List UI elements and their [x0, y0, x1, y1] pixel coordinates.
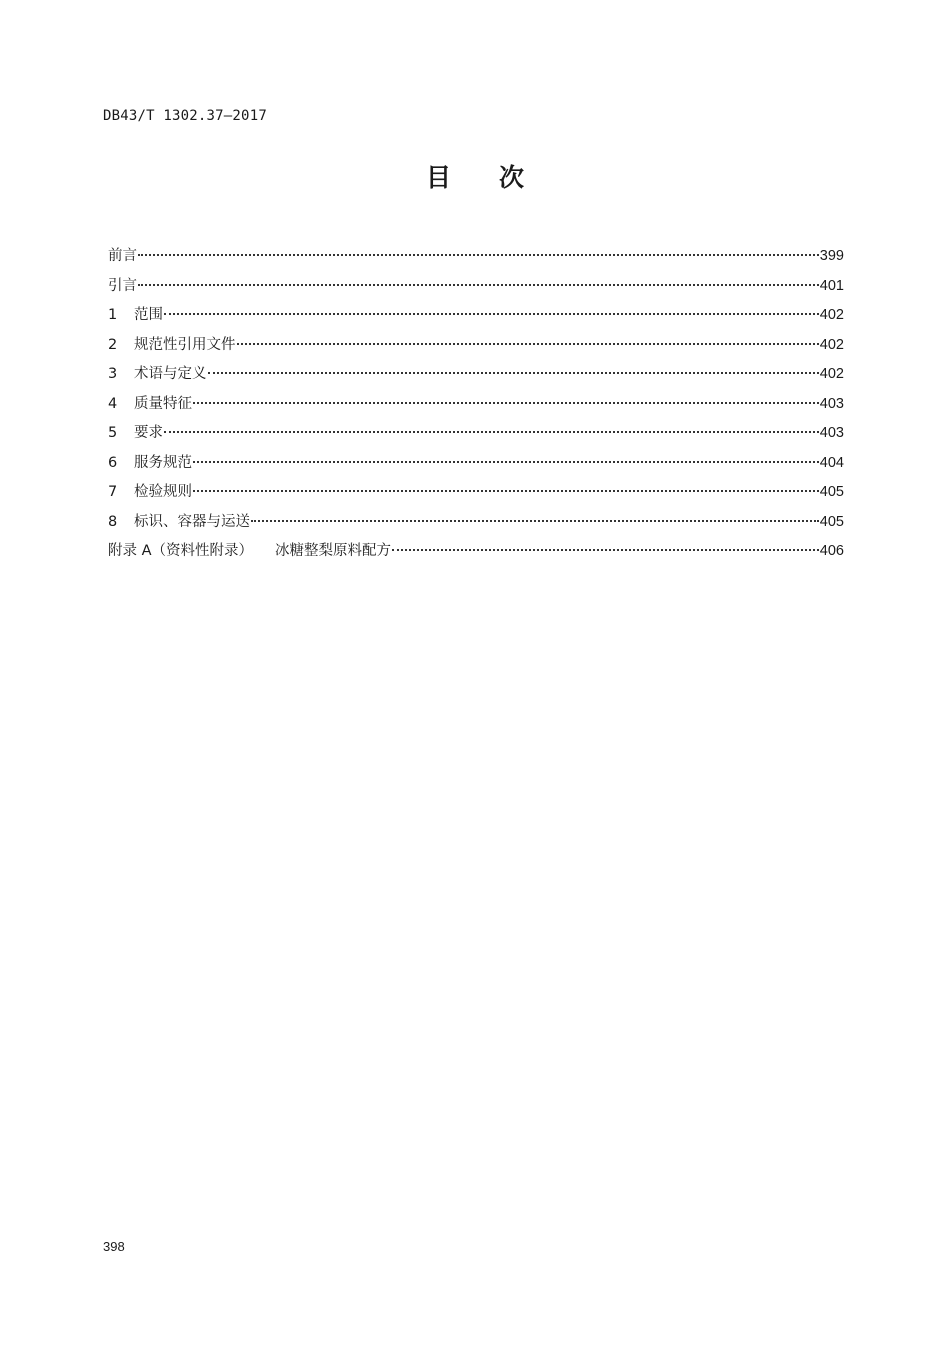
toc-entry-inspection-rules[interactable]	[108, 481, 844, 511]
toc-entry-subtitle: 冰糖整梨原料配方	[275, 543, 392, 559]
standard-code: DB43/T 1302.37—2017	[103, 108, 267, 124]
toc-leader-dots	[164, 313, 819, 315]
toc-entry-number: 8	[108, 513, 118, 530]
toc-entry-page: 406	[819, 543, 844, 559]
toc-entry-page: 399	[819, 248, 844, 264]
page-number: 398	[103, 1239, 125, 1254]
toc-entry-service-specification[interactable]	[108, 452, 844, 482]
toc-leader-dots	[164, 431, 819, 433]
toc-leader-dots	[251, 520, 819, 522]
toc-leader-dots	[392, 549, 819, 551]
toc-entry-text: 术语与定义	[134, 366, 207, 382]
toc-leader-dots	[237, 343, 819, 345]
toc-entry-text: 要求	[134, 425, 163, 441]
toc-entry-page: 402	[819, 336, 844, 353]
toc-entry-number: 3	[108, 366, 118, 382]
toc-entry-number: 4	[108, 395, 118, 412]
toc-entry-number: 2	[108, 336, 118, 353]
toc-entry-page: 402	[819, 307, 844, 323]
toc-leader-dots	[208, 372, 819, 374]
toc-entry-text: 附录 A（资料性附录）	[108, 543, 254, 559]
toc-entry-text: 标识、容器与运送	[134, 513, 250, 530]
toc-entry-number: 1	[108, 307, 118, 323]
toc-entry-introduction[interactable]	[108, 275, 844, 305]
toc-entry-number: 6	[108, 454, 118, 471]
toc-entry-page: 402	[819, 366, 844, 382]
toc-entry-scope[interactable]	[108, 304, 844, 334]
toc-entry-page: 403	[819, 395, 844, 412]
toc-entry-text: 质量特征	[134, 395, 192, 412]
toc-entry-text: 前言	[108, 248, 137, 264]
toc-entry-foreword[interactable]	[108, 245, 844, 275]
toc-leader-dots	[193, 461, 819, 463]
toc-leader-dots	[138, 284, 819, 286]
toc-entry-appendix-a[interactable]	[108, 540, 844, 570]
toc-entry-requirements[interactable]	[108, 422, 844, 452]
toc-entry-page: 405	[819, 513, 844, 530]
toc-entry-page: 404	[819, 454, 844, 471]
toc-entry-number: 7	[108, 484, 118, 500]
toc-entry-normative-references[interactable]	[108, 334, 844, 364]
toc-entry-number: 5	[108, 425, 118, 441]
toc-leader-dots	[193, 490, 819, 492]
toc-title-char-1: 目	[425, 163, 451, 192]
toc-entry-quality-characteristics[interactable]	[108, 393, 844, 423]
toc-title-char-2: 次	[499, 163, 525, 192]
toc-entry-text: 范围	[134, 307, 163, 323]
toc-entry-text: 引言	[108, 277, 137, 294]
toc-title	[0, 160, 950, 196]
table-of-contents	[108, 245, 844, 570]
toc-entry-terms-definitions[interactable]	[108, 363, 844, 393]
toc-entry-text: 服务规范	[134, 454, 192, 471]
toc-entry-page: 403	[819, 425, 844, 441]
toc-entry-page: 405	[819, 484, 844, 500]
toc-leader-dots	[138, 254, 819, 256]
toc-leader-dots	[193, 402, 819, 404]
toc-entry-text: 规范性引用文件	[134, 336, 236, 353]
toc-entry-page: 401	[819, 277, 844, 294]
toc-entry-text: 检验规则	[134, 484, 192, 500]
toc-entry-labeling-containers-transport[interactable]	[108, 511, 844, 541]
